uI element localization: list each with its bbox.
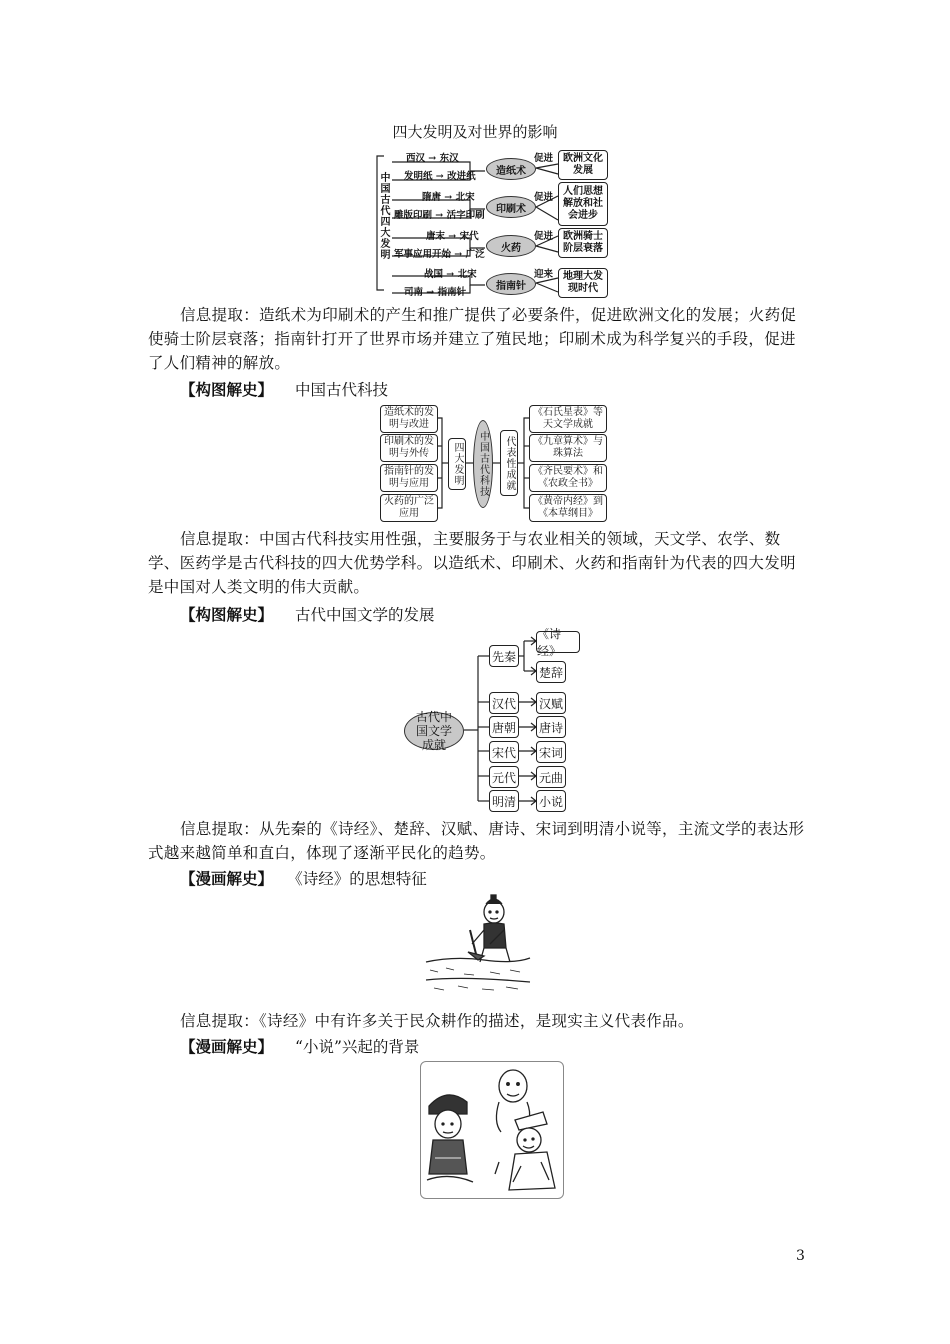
fig3-work-hanfu: 汉赋 — [536, 692, 566, 714]
fig1-row4-top: 战国 → 北宋 — [424, 269, 477, 280]
heading-3-bracket: 【构图解史】 — [180, 605, 274, 624]
fig2-center: 中国古代科技 — [473, 420, 493, 508]
fig3-work-songci: 宋词 — [536, 741, 566, 763]
fig3-era-6: 明清 — [489, 790, 519, 812]
fig1-row4-effect: 地理大发现时代 — [558, 268, 608, 298]
fig3-era-2: 汉代 — [489, 692, 519, 714]
fig2-left-item-3: 指南针的发明与应用 — [380, 464, 438, 492]
fig3-work-xiaoshuo: 小说 — [536, 790, 566, 812]
fig1-row4-center: 指南针 — [486, 273, 536, 295]
fig1-row2-top: 隋唐 → 北宋 — [422, 192, 475, 203]
fig3-era-3: 唐朝 — [489, 716, 519, 738]
heading-3-text: 古代中国文学的发展 — [295, 606, 435, 624]
fig2-right-group: 代表性成就 — [500, 430, 518, 496]
fig1-row2-bottom: 雕版印刷 → 活字印刷 — [394, 210, 485, 221]
heading-4-bracket: 【漫画解史】 — [180, 869, 274, 888]
fig2-right-item-4: 《黄帝内经》到《本草纲目》 — [529, 494, 607, 522]
fig1-row3-relation: 促进 — [534, 231, 554, 242]
cartoon-storytelling-image — [420, 1061, 564, 1199]
fig3-center: 古代中国文学成就 — [404, 712, 464, 750]
fig1-row1-relation: 促进 — [534, 153, 554, 164]
fig3-work-shijing: 《诗经》 — [536, 631, 580, 653]
fig3-era-1: 先秦 — [489, 645, 519, 667]
fig1-title: 四大发明及对世界的影响 — [392, 123, 558, 141]
fig1-row2-center: 印刷术 — [486, 196, 536, 218]
fig2-right-item-3: 《齐民要术》和《农政全书》 — [529, 464, 607, 492]
fig3-work-yuanqu: 元曲 — [536, 766, 566, 788]
heading-5-text: “小说”兴起的背景 — [295, 1038, 420, 1056]
fig3-work-tangshi: 唐诗 — [536, 716, 566, 738]
paragraph-3: 信息提取：从先秦的《诗经》、楚辞、汉赋、唐诗、宋词到明清小说等，主流文学的表达形式越来越简单和直白，体现了逐渐平民化的趋势。 — [148, 820, 805, 862]
heading-5 — [180, 1035, 419, 1059]
fig1-row4-bottom: 司南 → 指南针 — [404, 287, 467, 298]
fig2-left-item-4: 火药的广泛应用 — [380, 494, 438, 522]
fig1-row3-center: 火药 — [486, 235, 536, 257]
heading-2-bracket: 【构图解史】 — [180, 380, 274, 399]
fig2-right-item-2: 《九章算术》与珠算法 — [529, 434, 607, 462]
paragraph-4: 信息提取：《诗经》中有许多关于民众耕作的描述，是现实主义代表作品。 — [180, 1012, 694, 1030]
fig2-left-item-1: 造纸术的发明与改进 — [380, 405, 438, 433]
heading-2-text: 中国古代科技 — [295, 381, 389, 399]
fig2-right-item-1: 《石氏星表》等天文学成就 — [529, 405, 607, 433]
fig3-era-4: 宋代 — [489, 741, 519, 763]
page-number: 3 — [796, 1248, 805, 1264]
fig1-row1-bottom: 发明纸 → 改进纸 — [404, 171, 476, 182]
heading-4 — [180, 867, 427, 891]
fig1-row1-top: 西汉 → 东汉 — [406, 153, 459, 164]
heading-5-bracket: 【漫画解史】 — [180, 1037, 274, 1056]
fig1-row1-effect: 欧洲文化发展 — [558, 150, 608, 180]
fig3-era-5: 元代 — [489, 766, 519, 788]
fig2-left-group: 四大发明 — [448, 438, 466, 490]
paragraph-1: 信息提取：造纸术为印刷术的产生和推广提供了必要条件，促进欧洲文化的发展；火药促使骑士阶层衰落；指南针打开了世界市场并建立了殖民地；印刷术成为科学复兴的手段，促进了人们精神的解放。 — [148, 306, 797, 372]
fig1-row2-relation: 促进 — [534, 192, 554, 203]
paragraph-2: 信息提取：中国古代科技实用性强，主要服务于与农业相关的领域，天文学、农学、数学、医药学是古代科技的四大优势学科。以造纸术、印刷术、火药和指南针为代表的四大发明是中国对人类文明的伟大贡献。 — [148, 530, 796, 596]
fig1-row3-top: 唐末 → 宋代 — [426, 231, 479, 242]
fig1-row1-center: 造纸术 — [486, 158, 536, 180]
cartoon-farmer-image — [424, 890, 532, 1000]
fig1-row3-bottom: 军事应用开始 → 广泛 — [394, 249, 485, 260]
fig1-left-label: 中国古代四大发明 — [378, 172, 389, 260]
heading-4-text: 《诗经》的思想特征 — [295, 870, 427, 888]
fig3-work-chuci: 楚辞 — [536, 661, 566, 683]
fig1-row4-relation: 迎来 — [534, 269, 554, 280]
fig2-left-item-2: 印刷术的发明与外传 — [380, 434, 438, 462]
fig1-row2-effect: 人们思想解放和社会进步 — [558, 182, 608, 226]
fig1-row3-effect: 欧洲骑士阶层衰落 — [558, 228, 608, 258]
